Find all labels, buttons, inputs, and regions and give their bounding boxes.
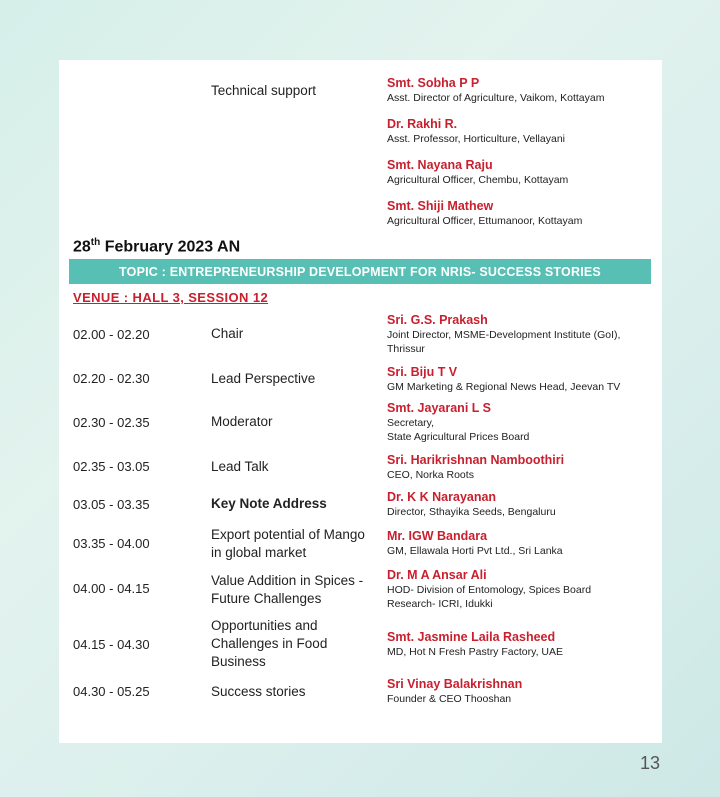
time-slot: 02.30 - 02.35: [73, 415, 150, 430]
speaker: [387, 365, 659, 394]
speaker-name: Sri. Harikrishnan Namboothiri: [387, 453, 565, 467]
technical-support-speaker: [387, 76, 657, 105]
speaker: [387, 313, 659, 356]
date-rest: February 2023 AN: [100, 238, 241, 256]
speaker: [387, 529, 659, 558]
session-role-line: Future Challenges: [211, 591, 322, 606]
session-role-line: Business: [211, 654, 266, 669]
document-page: [59, 60, 662, 743]
speaker-name: Smt. Shiji Mathew: [387, 199, 494, 213]
technical-support-speaker: [387, 117, 657, 146]
venue-heading: VENUE : HALL 3, SESSION 12: [73, 290, 269, 305]
technical-support-speaker: [387, 158, 657, 187]
speaker: [387, 568, 659, 611]
speaker-name: Dr. M A Ansar Ali: [387, 568, 487, 582]
session-role-line: Challenges in Food: [211, 636, 328, 651]
session-role: Lead Talk: [211, 459, 269, 474]
technical-support-speaker: [387, 199, 657, 228]
speaker: [387, 401, 659, 444]
time-slot: 03.35 - 04.00: [73, 536, 150, 551]
speaker-desc: Asst. Director of Agriculture, Vaikom, Kottayam: [387, 92, 605, 104]
speaker: [387, 630, 659, 659]
speaker-desc: Secretary,: [387, 417, 435, 429]
speaker-desc: MD, Hot N Fresh Pastry Factory, UAE: [387, 646, 564, 658]
speaker-name: Smt. Nayana Raju: [387, 158, 493, 172]
speaker-name: Dr. K K Narayanan: [387, 490, 497, 504]
session-role-line: Export potential of Mango: [211, 527, 365, 542]
session-role: Chair: [211, 326, 244, 341]
time-slot: 04.30 - 05.25: [73, 684, 150, 699]
speaker-desc: Joint Director, MSME-Development Institute (GoI),: [387, 329, 621, 341]
session-role: Success stories: [211, 684, 306, 699]
speaker-desc: Thrissur: [387, 343, 425, 355]
speaker-desc: Asst. Professor, Horticulture, Vellayani: [387, 133, 565, 145]
speaker: [387, 677, 659, 706]
speaker-name: Sri. G.S. Prakash: [387, 313, 488, 327]
session-date-heading: [73, 237, 240, 256]
date-suffix: th: [90, 237, 101, 248]
speaker-name: Smt. Sobha P P: [387, 76, 480, 90]
time-slot: 02.00 - 02.20: [73, 327, 150, 342]
date-day: 28: [73, 238, 91, 256]
time-slot: 03.05 - 03.35: [73, 497, 150, 512]
technical-support-label: Technical support: [211, 83, 317, 98]
speaker-name: Smt. Jayarani L S: [387, 401, 491, 415]
speaker-desc: GM Marketing & Regional News Head, Jeevan TV: [387, 381, 621, 393]
time-slot: 04.00 - 04.15: [73, 581, 150, 596]
speaker-desc: Agricultural Officer, Ettumanoor, Kottayam: [387, 215, 583, 227]
session-role: Moderator: [211, 414, 273, 429]
session-role: [211, 617, 381, 671]
session-role: [211, 572, 381, 608]
speaker-desc: HOD- Division of Entomology, Spices Board: [387, 584, 592, 596]
speaker-desc: Research- ICRI, Idukki: [387, 598, 493, 610]
time-slot: 02.35 - 03.05: [73, 459, 150, 474]
session-role-line: Opportunities and: [211, 618, 318, 633]
speaker-name: Mr. IGW Bandara: [387, 529, 488, 543]
time-slot: 04.15 - 04.30: [73, 637, 150, 652]
speaker: [387, 453, 659, 482]
topic-banner: TOPIC : ENTREPRENEURSHIP DEVELOPMENT FOR NRIS- SUCCESS STORIES: [69, 259, 651, 284]
speaker-desc: Director, Sthayika Seeds, Bengaluru: [387, 506, 556, 518]
speaker-name: Smt. Jasmine Laila Rasheed: [387, 630, 556, 644]
session-role-line: in global market: [211, 545, 307, 560]
page-number: 13: [640, 753, 661, 773]
session-role-line: Value Addition in Spices -: [211, 573, 364, 588]
speaker-desc: Agricultural Officer, Chembu, Kottayam: [387, 174, 569, 186]
session-role: [211, 526, 381, 562]
speaker-desc: State Agricultural Prices Board: [387, 431, 530, 443]
speaker-name: Sri Vinay Balakrishnan: [387, 677, 523, 691]
time-slot: 02.20 - 02.30: [73, 371, 150, 386]
session-role: Key Note Address: [211, 496, 327, 511]
speaker-name: Dr. Rakhi R.: [387, 117, 458, 131]
speaker: [387, 490, 659, 519]
speaker-desc: Founder & CEO Thooshan: [387, 693, 512, 705]
speaker-desc: CEO, Norka Roots: [387, 469, 474, 481]
session-role: Lead Perspective: [211, 371, 316, 386]
speaker-name: Sri. Biju T V: [387, 365, 458, 379]
speaker-desc: GM, Ellawala Horti Pvt Ltd., Sri Lanka: [387, 545, 563, 557]
